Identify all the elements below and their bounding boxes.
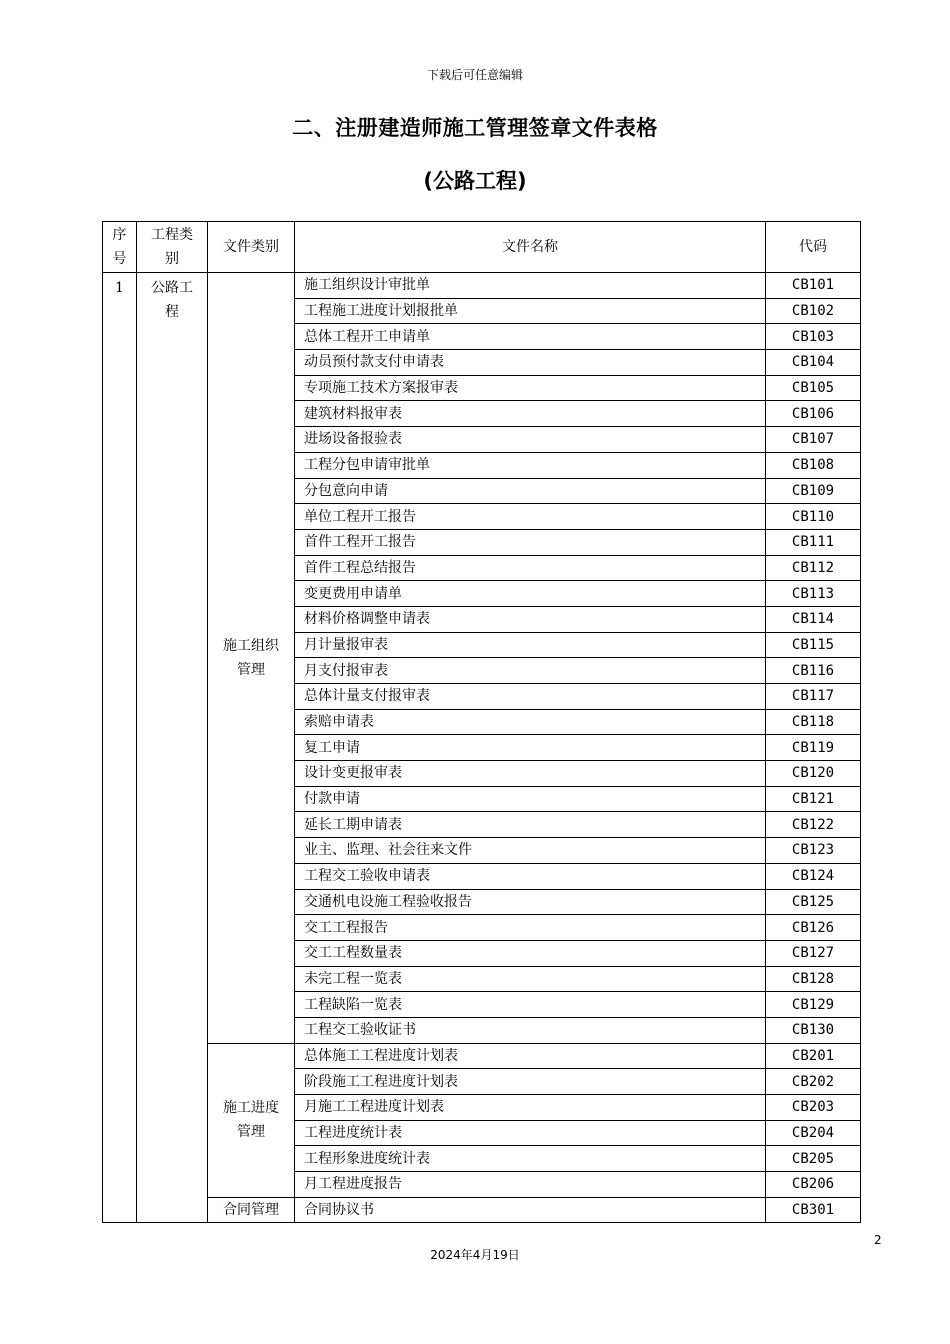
document-code-cell: CB115 xyxy=(766,632,861,658)
document-code-cell: CB103 xyxy=(766,324,861,350)
document-name-cell: 工程施工进度计划报批单 xyxy=(295,298,766,324)
document-name-cell: 进场设备报验表 xyxy=(295,427,766,453)
document-code-cell: CB112 xyxy=(766,555,861,581)
document-code-cell: CB126 xyxy=(766,915,861,941)
document-code-cell: CB202 xyxy=(766,1069,861,1095)
document-code-cell: CB114 xyxy=(766,606,861,632)
column-header-code: 代码 xyxy=(766,222,861,273)
document-name-cell: 首件工程开工报告 xyxy=(295,529,766,555)
document-code-cell: CB125 xyxy=(766,889,861,915)
document-name-cell: 合同协议书 xyxy=(295,1197,766,1223)
document-code-cell: CB102 xyxy=(766,298,861,324)
document-name-cell: 单位工程开工报告 xyxy=(295,504,766,530)
document-name-cell: 变更费用申请单 xyxy=(295,581,766,607)
table-body xyxy=(103,273,861,1223)
page-number: 2 xyxy=(874,1233,882,1247)
document-name-cell: 阶段施工工程进度计划表 xyxy=(295,1069,766,1095)
document-code-cell: CB127 xyxy=(766,940,861,966)
document-code-cell: CB121 xyxy=(766,786,861,812)
document-code-cell: CB206 xyxy=(766,1172,861,1198)
document-title: 二、注册建造师施工管理签章文件表格 xyxy=(292,116,658,140)
document-name-cell: 建筑材料报审表 xyxy=(295,401,766,427)
footer-date: 2024年4月19日 xyxy=(430,1248,520,1262)
document-name-cell: 总体施工工程进度计划表 xyxy=(295,1043,766,1069)
document-code-cell: CB108 xyxy=(766,452,861,478)
table-row xyxy=(103,1043,861,1069)
document-name-cell: 首件工程总结报告 xyxy=(295,555,766,581)
document-name-cell: 工程交工验收证书 xyxy=(295,1017,766,1043)
document-code-cell: CB130 xyxy=(766,1017,861,1043)
document-code-cell: CB129 xyxy=(766,992,861,1018)
document-code-cell: CB204 xyxy=(766,1120,861,1146)
document-category-cell: 施工进度管理 xyxy=(208,1043,295,1197)
document-name-cell: 交工工程数量表 xyxy=(295,940,766,966)
document-code-cell: CB116 xyxy=(766,658,861,684)
document-name-cell: 付款申请 xyxy=(295,786,766,812)
document-name-cell: 工程分包申请审批单 xyxy=(295,452,766,478)
document-code-cell: CB205 xyxy=(766,1146,861,1172)
document-code-cell: CB101 xyxy=(766,273,861,299)
document-code-cell: CB110 xyxy=(766,504,861,530)
document-name-cell: 材料价格调整申请表 xyxy=(295,606,766,632)
document-code-cell: CB118 xyxy=(766,709,861,735)
table-row xyxy=(103,273,861,299)
document-code-cell: CB111 xyxy=(766,529,861,555)
document-name-cell: 交工工程报告 xyxy=(295,915,766,941)
document-category-cell: 施工组织管理 xyxy=(208,273,295,1044)
document-code-cell: CB201 xyxy=(766,1043,861,1069)
document-name-cell: 索赔申请表 xyxy=(295,709,766,735)
document-name-cell: 月计量报审表 xyxy=(295,632,766,658)
header-note: 下载后可任意编辑 xyxy=(426,68,523,82)
document-name-cell: 专项施工技术方案报审表 xyxy=(295,375,766,401)
document-name-cell: 未完工程一览表 xyxy=(295,966,766,992)
document-name-cell: 设计变更报审表 xyxy=(295,761,766,787)
document-name-cell: 动员预付款支付申请表 xyxy=(295,350,766,376)
document-code-cell: CB113 xyxy=(766,581,861,607)
document-name-cell: 工程形象进度统计表 xyxy=(295,1146,766,1172)
document-name-cell: 施工组织设计审批单 xyxy=(295,273,766,299)
document-code-cell: CB301 xyxy=(766,1197,861,1223)
document-code-cell: CB122 xyxy=(766,812,861,838)
document-code-cell: CB104 xyxy=(766,350,861,376)
document-code-cell: CB117 xyxy=(766,684,861,710)
table-row xyxy=(103,1197,861,1223)
document-code-cell: CB128 xyxy=(766,966,861,992)
document-category-cell: 合同管理 xyxy=(208,1197,295,1223)
document-name-cell: 总体计量支付报审表 xyxy=(295,684,766,710)
document-code-cell: CB124 xyxy=(766,863,861,889)
document-name-cell: 月施工工程进度计划表 xyxy=(295,1095,766,1121)
document-code-cell: CB109 xyxy=(766,478,861,504)
document-name-cell: 延长工期申请表 xyxy=(295,812,766,838)
document-code-cell: CB107 xyxy=(766,427,861,453)
document-code-cell: CB120 xyxy=(766,761,861,787)
document-name-cell: 工程缺陷一览表 xyxy=(295,992,766,1018)
table-header-row xyxy=(103,222,861,273)
document-name-cell: 月工程进度报告 xyxy=(295,1172,766,1198)
document-name-cell: 月支付报审表 xyxy=(295,658,766,684)
document-code-cell: CB106 xyxy=(766,401,861,427)
document-name-cell: 分包意向申请 xyxy=(295,478,766,504)
document-code-cell: CB119 xyxy=(766,735,861,761)
document-name-cell: 业主、监理、社会往来文件 xyxy=(295,838,766,864)
document-name-cell: 总体工程开工申请单 xyxy=(295,324,766,350)
document-name-cell: 工程交工验收申请表 xyxy=(295,863,766,889)
document-code-cell: CB105 xyxy=(766,375,861,401)
engineering-type-cell: 公路工程 xyxy=(137,273,208,1223)
document-name-cell: 复工申请 xyxy=(295,735,766,761)
column-header-document-type: 文件类别 xyxy=(208,222,295,273)
document-code-cell: CB123 xyxy=(766,838,861,864)
document-code-cell: CB203 xyxy=(766,1095,861,1121)
signature-document-table xyxy=(102,221,861,1223)
seq-cell: 1 xyxy=(103,273,137,1223)
document-subtitle: (公路工程) xyxy=(423,169,527,193)
column-header-engineering-type: 工程类别 xyxy=(137,222,208,273)
document-name-cell: 交通机电设施工程验收报告 xyxy=(295,889,766,915)
column-header-document-name: 文件名称 xyxy=(295,222,766,273)
column-header-seq: 序号 xyxy=(103,222,137,273)
document-name-cell: 工程进度统计表 xyxy=(295,1120,766,1146)
